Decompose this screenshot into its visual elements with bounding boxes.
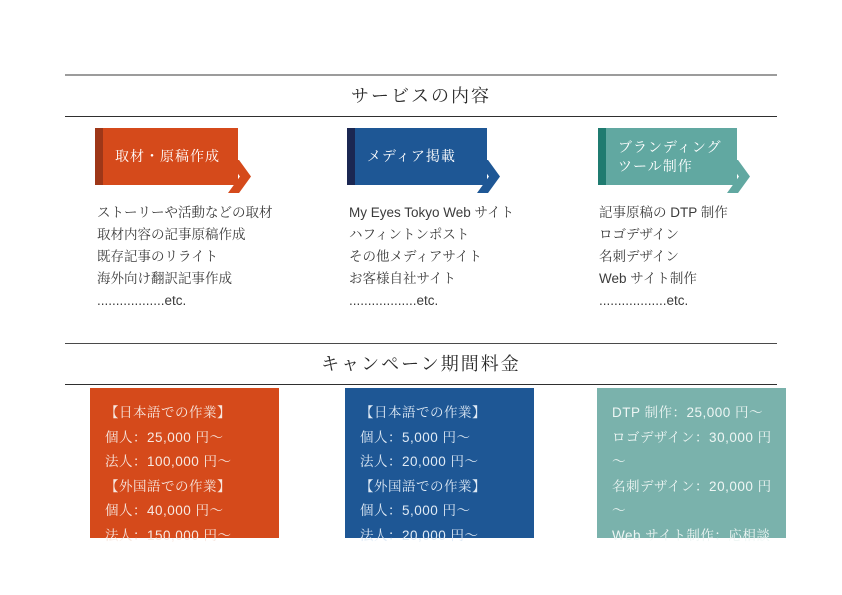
- ribbon-left-edge: [347, 128, 355, 185]
- services-section-title: サービスの内容: [351, 86, 491, 106]
- service-ribbon-media: [347, 128, 487, 185]
- service-list-branding: [599, 202, 728, 312]
- price-line: 法人：150,000 円～: [105, 527, 232, 543]
- service-list-item: Web サイト制作: [599, 271, 697, 286]
- price-line: 【日本語での作業】: [360, 405, 486, 420]
- service-list-item: 既存記事のリライト: [97, 249, 219, 264]
- price-line: Web サイト制作：応相談: [612, 527, 771, 543]
- services-section-header: [65, 74, 777, 117]
- service-ribbon-branding: [598, 128, 737, 185]
- price-line: 法人：100,000 円～: [105, 454, 232, 469]
- price-line: 名刺デザイン：20,000 円～: [612, 478, 772, 518]
- service-list-item: その他メディアサイト: [349, 249, 482, 264]
- price-line: 【外国語での作業】: [105, 478, 231, 494]
- service-list-interview: [97, 202, 273, 312]
- price-line: 【日本語での作業】: [105, 405, 231, 420]
- service-list-item: ハフィントンポスト: [349, 227, 470, 242]
- ribbon-label-line: メディア掲載: [367, 148, 456, 164]
- service-list-item: 取材内容の記事原稿作成: [97, 227, 246, 242]
- service-ribbon-label: [115, 147, 220, 166]
- service-list-item: 記事原稿の DTP 制作: [599, 205, 728, 220]
- service-list-item: お客様自社サイト: [349, 271, 457, 286]
- chevron-right-icon: [477, 160, 500, 193]
- service-list-item: ..................etc.: [599, 293, 689, 308]
- price-line: 法人：20,000 円～: [360, 527, 479, 543]
- chevron-right-icon: [228, 160, 251, 193]
- price-line: 個人：25,000 円～: [105, 429, 224, 445]
- pricing-section-header: [65, 343, 777, 385]
- ribbon-left-edge: [95, 128, 103, 185]
- pricing-section-title: キャンペーン期間料金: [321, 354, 521, 374]
- service-list-item: ストーリーや活動などの取材: [97, 205, 273, 220]
- price-line: 個人：5,000 円～: [360, 429, 471, 445]
- ribbon-label-line: ツール制作: [618, 157, 693, 174]
- service-list-item: 名刺デザイン: [599, 249, 680, 264]
- price-line: 法人：20,000 円～: [360, 454, 479, 469]
- service-list-item: ..................etc.: [97, 293, 187, 308]
- price-line: 【外国語での作業】: [360, 478, 486, 494]
- ribbon-left-edge: [598, 128, 606, 185]
- ribbon-label-line: 取材・原稿作成: [115, 148, 220, 164]
- price-line: 個人：5,000 円～: [360, 503, 471, 518]
- service-ribbon-label: [367, 147, 456, 166]
- service-list-item: ロゴデザイン: [599, 227, 680, 242]
- service-list-item: 海外向け翻訳記事作成: [97, 271, 232, 286]
- pricing-box-media: [345, 388, 534, 543]
- price-line: ロゴデザイン：30,000 円～: [612, 429, 772, 469]
- pricing-box-branding: [597, 388, 786, 543]
- pricing-box-interview: [90, 388, 279, 543]
- price-line: DTP 制作：25,000 円～: [612, 405, 764, 420]
- service-list-media: [349, 202, 514, 312]
- price-line: 個人：40,000 円～: [105, 503, 224, 518]
- ribbon-label-line: ブランディング: [618, 138, 722, 155]
- service-ribbon-label: [618, 138, 722, 176]
- service-list-item: ..................etc.: [349, 293, 439, 308]
- service-ribbon-interview: [95, 128, 238, 185]
- service-list-item: My Eyes Tokyo Web サイト: [349, 205, 515, 220]
- chevron-right-icon: [727, 160, 750, 193]
